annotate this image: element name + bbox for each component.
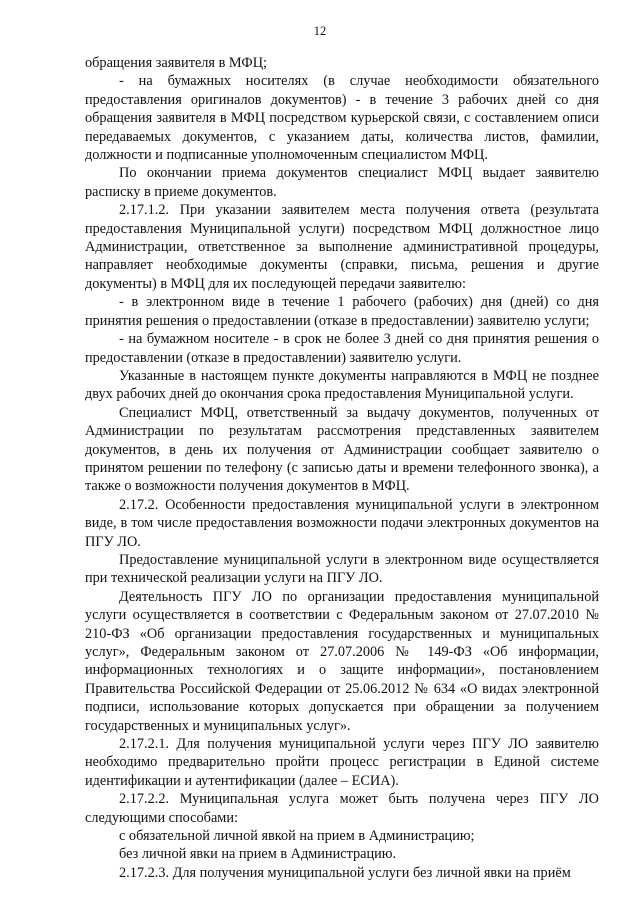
paragraph: Указанные в настоящем пункте документы направляются в МФЦ не позднее двух рабочих дней до окончания срока предоставления Муниципальной услуги. <box>85 367 599 403</box>
paragraph: с обязательной личной явкой на прием в Администрацию; <box>119 828 475 845</box>
paragraph: 2.17.2. Особенности предоставления муниципальной услуги в электронном виде, в том числе предоставления возможности подачи электронных документов на ПГУ ЛО. <box>85 496 599 550</box>
paragraph: - на бумажном носителе - в срок не более 3 дней со дня принятия решения о предоставлении (отказе в предоставлении) заявителю услуги. <box>85 331 599 366</box>
paragraph: 2.17.2.2. Муниципальная услуга может быть получена через ПГУ ЛО следующими способами: <box>85 791 599 826</box>
paragraph: обращения заявителя в МФЦ; <box>85 55 268 71</box>
paragraph: без личной явки на прием в Администрацию. <box>119 846 397 863</box>
paragraph: 2.17.1.2. При указании заявителем места получения ответа (результата предоставления Муниципальной услуги) посредством МФЦ должностное лицо Администрации, ответственное за выполнение административной процедуры, направляет необходимые документы (справки, письма, решения и другие документы) в МФЦ для их последующей передачи заявителю: <box>85 202 599 292</box>
paragraph: По окончании приема документов специалист МФЦ выдает заявителю расписку в приеме документов. <box>85 165 599 200</box>
paragraph: Специалист МФЦ, ответственный за выдачу документов, полученных от Администрации по результатам рассмотрения представленных заявителем документов, в день их получения от Администрации сообщает заявителю о принятом решении по телефону (с записью даты и времени телефонного звонка), а также о возможности получения документов в МФЦ. <box>85 404 599 495</box>
body-text <box>85 54 599 882</box>
page-number: 12 <box>313 24 327 38</box>
paragraph: - на бумажных носителях (в случае необходимости обязательного предоставления оригиналов документов) - в течение 3 рабочих дней со дня обращения заявителя в МФЦ посредством курьерской связи, с составлением описи передаваемых документов, с указанием даты, количества листов, фамилии, должности и подписанные уполномоченным специалистом МФЦ. <box>85 73 599 164</box>
paragraph: Предоставление муниципальной услуги в электронном виде осуществляется при технической реализации услуги на ПГУ ЛО. <box>85 551 599 587</box>
paragraph: - в электронном виде в течение 1 рабочего (рабочих) дня (дней) со дня принятия решения о предоставлении (отказе в предоставлении) заявителю услуги; <box>85 294 599 329</box>
paragraph: 2.17.2.1. Для получения муниципальной услуги через ПГУ ЛО заявителю необходимо предварительно пройти процесс регистрации в Единой системе идентификации и аутентификации (далее – ЕСИА). <box>85 736 599 789</box>
paragraph: 2.17.2.3. Для получения муниципальной услуги без личной явки на приём <box>119 864 571 881</box>
paragraph: Деятельность ПГУ ЛО по организации предоставления муниципальной услуги осуществляется в соответствии с Федеральным законом от 27.07.2010 № 210-ФЗ «Об организации предоставления государственных и муниципальных услуг», Федеральным законом от 27.07.2006 № 149-ФЗ «Об информации, информационных технологиях и о защите информации», постановлением Правительства Российской Федерации от 25.06.2012 № 634 «О видах электронной подписи, использование которых допускается при обращении за получением государственных и муниципальных услуг». <box>85 588 599 734</box>
